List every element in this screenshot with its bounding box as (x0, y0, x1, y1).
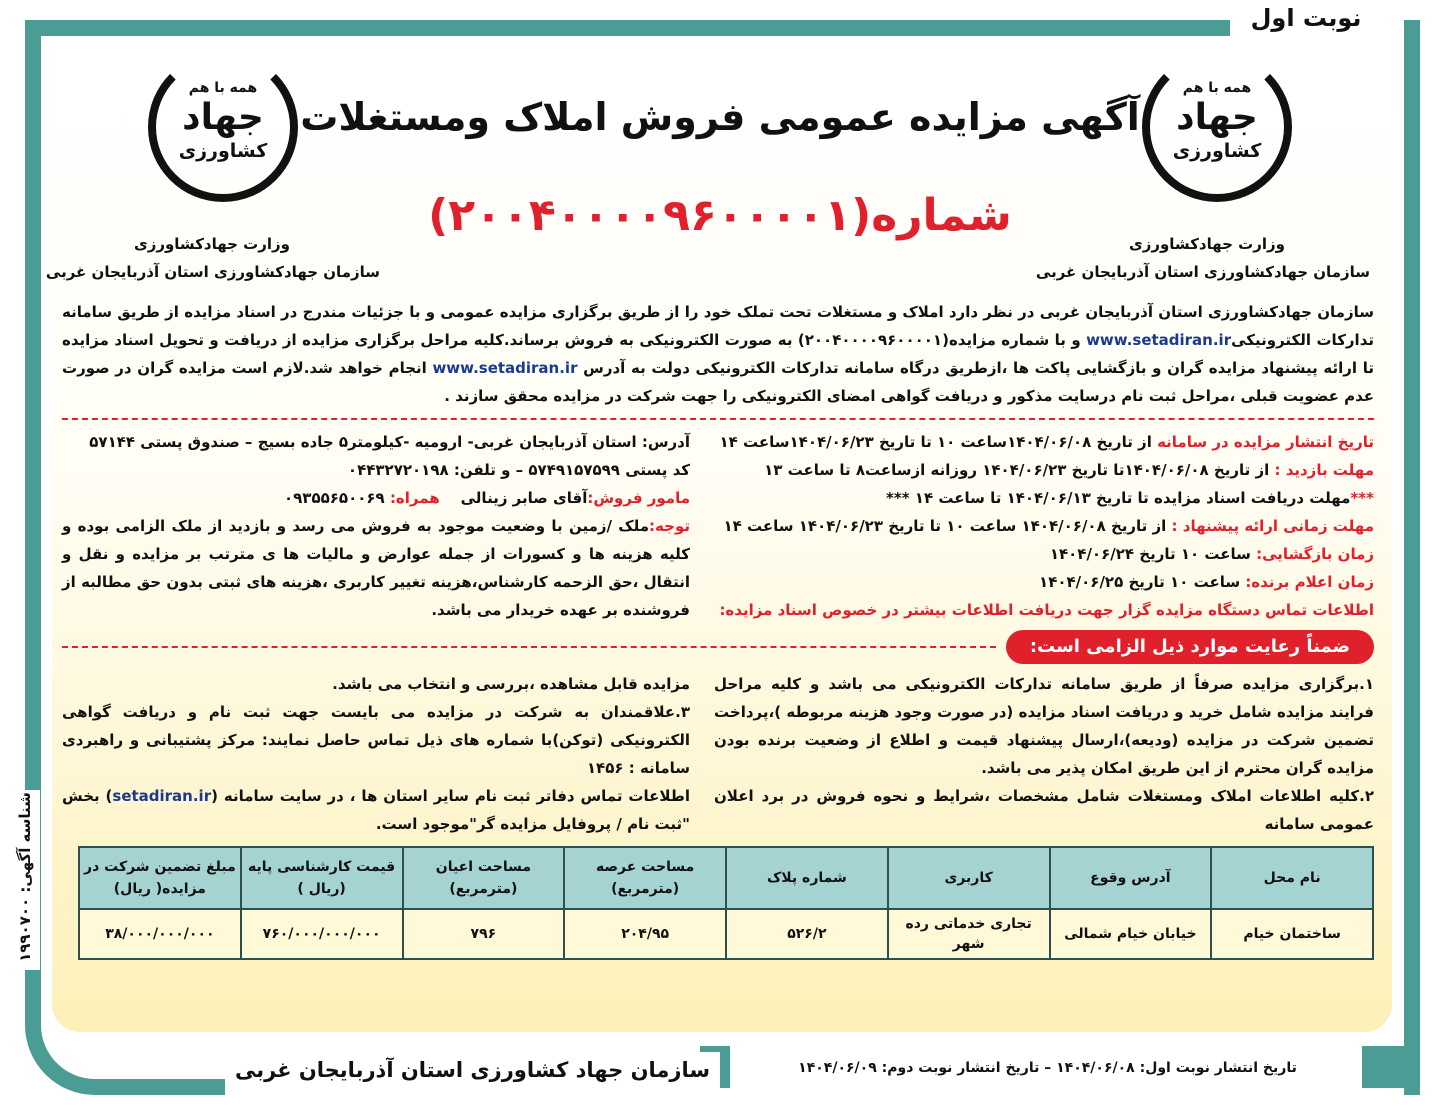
auction-number: شماره(۲۰۰۴۰۰۰۰۹۶۰۰۰۰۱) (428, 190, 1012, 241)
table-cell: ۳۸/۰۰۰/۰۰۰/۰۰۰ (79, 909, 241, 959)
table-cell: ساختمان خیام (1211, 909, 1373, 959)
schedule-label: مهلت بازدید : (1274, 461, 1374, 479)
org-name: سازمان جهادکشاورزی استان آذربایجان غربی (45, 263, 380, 281)
schedule-label: زمان بازگشایی: (1256, 545, 1374, 563)
schedule-label: *** (1350, 489, 1374, 507)
schedule-item (714, 428, 1374, 456)
contact-note (62, 512, 690, 624)
schedule-text: از تاریخ ۱۴۰۴/۰۶/۰۸تا تاریخ ۱۴۰۴/۰۶/۲۳ روزانه ازساعت۸ تا ساعت ۱۳ (764, 461, 1275, 479)
schedule-label: مهلت زمانی ارائه پیشنهاد : (1171, 517, 1374, 535)
rule-3-cont (62, 782, 690, 838)
intro-text: الکترونیکی (1231, 331, 1312, 349)
logo-motto: همه با هم (1182, 80, 1252, 96)
table-cell: ۲۰۴/۹۵ (564, 909, 726, 959)
setadiran-link[interactable]: setadiran.ir (112, 787, 212, 805)
table-row (79, 909, 1373, 959)
ministry-name: وزارت جهادکشاورزی (1128, 235, 1285, 253)
mobile-label: همراه: (389, 489, 440, 507)
schedule-label: زمان اعلام برنده: (1245, 573, 1374, 591)
agent-name: آقای صابر زینالی (460, 489, 588, 507)
mobile-number: ۰۹۳۵۵۶۵۰۰۶۹ (283, 489, 385, 507)
schedule-text: ساعت ۱۰ تاریخ ۱۴۰۴/۰۶/۲۵ (1039, 573, 1246, 591)
footer-dates: تاریخ انتشار نوبت اول: ۱۴۰۴/۰۶/۰۸ – تاریخ انتشار نوبت دوم: ۱۴۰۴/۰۶/۰۹ (798, 1060, 1297, 1076)
schedule-text: از تاریخ ۱۴۰۴/۰۶/۰۸ ساعت ۱۰ تا تاریخ ۱۴۰۴/۰۶/۲۳ ساعت ۱۴ (723, 517, 1172, 535)
schedule-item (714, 456, 1374, 484)
column-header: قیمت کارشناسی پایه (ریال ) (241, 847, 403, 909)
column-header: نام محل (1211, 847, 1373, 909)
rule-3: ۳.علاقمندان به شرکت در مزایده می بایست جهت ثبت نام و دریافت گواهی الکترونیکی (توکن)با شماره های ذیل تماس حاصل نمایند: مرکز پشتیبانی و راهبردی سامانه : ۱۴۵۶ (62, 703, 690, 777)
logo-sub: کشاورزی (178, 140, 268, 162)
schedule-text: مهلت دریافت اسناد مزایده تا تاریخ ۱۴۰۴/۰۶/۱۳ تا ساعت ۱۴ *** (886, 489, 1351, 507)
logo-name: جهاد (1176, 97, 1258, 138)
contact-section (62, 428, 690, 624)
rules-heading-row (62, 630, 1374, 664)
ad-body (62, 298, 1374, 960)
column-header: مساحت اعیان (مترمربع) (403, 847, 565, 909)
column-header: کاربری (888, 847, 1050, 909)
intro-paragraph (62, 298, 1374, 410)
intro-text: انجام خواهد شد.لازم است مزایده گران در صورت عدم عضویت قبلی ،مراحل ثبت نام درسایت مذکور و دریافت گواهی امضای الکترونیکی را جهت شرکت در مزایده محقق سازند . (62, 359, 1374, 405)
agent-label: مامور فروش: (587, 489, 690, 507)
schedule-item (714, 568, 1374, 596)
contact-agent (62, 484, 690, 512)
frame-border (25, 20, 1230, 36)
note-text: ملک /زمین با وضعیت موجود به فروش می رسد و بازدید از ملک الزامی بوده و کلیه هزینه ها و کسورات از جمله عوارض و مالیات ها ی مترتب بر مزایده و نقل و انتقال ،حق الزحمه کارشناس،هزینه تغییر کاربری ،هزینه های ثبتی بدون حق مطالبه از فروشنده بر عهده خریدار می باشد. (62, 517, 690, 619)
contact-postal: کد پستی ۵۷۴۹۱۵۷۵۹۹ – و تلفن: ۰۴۴۳۲۷۲۰۱۹۸ (347, 461, 690, 479)
contact-address: آدرس: استان آذربایجان غربی- ارومیه -کیلومتر۵ جاده بسیج – صندوق پستی ۵۷۱۴۴ (89, 433, 690, 451)
footer-org: سازمان جهاد کشاورزی استان آذربایجان غربی (225, 1052, 720, 1092)
rule-2: ۲.کلیه اطلاعات املاک ومستغلات شامل مشخصات ،شرایط و نحوه فروش در برد اعلان عمومی سامانه (714, 787, 1374, 833)
logo-motto: همه با هم (188, 80, 258, 96)
setadiran-link[interactable]: www.setadiran.ir (1086, 331, 1232, 349)
table-cell: تجاری خدماتی رده شهر (888, 909, 1050, 959)
frame-border (1404, 20, 1420, 1095)
rules-heading: ضمناً رعایت موارد ذیل الزامی است: (1006, 630, 1374, 664)
schedule-item (714, 484, 1374, 512)
logo-sub: کشاورزی (1172, 140, 1262, 162)
property-table (78, 846, 1374, 960)
column-header: آدرس وقوع (1050, 847, 1212, 909)
schedule-text: ساعت ۱۰ تاریخ ۱۴۰۴/۰۶/۲۴ (1049, 545, 1257, 563)
setadiran-link[interactable]: www.setadiran.ir (432, 359, 578, 377)
ministry-name: وزارت جهادکشاورزی (133, 235, 290, 253)
schedule-item (714, 512, 1374, 540)
footer-bar (1362, 1046, 1410, 1088)
column-header: شماره پلاک (726, 847, 888, 909)
table-header-row (79, 847, 1373, 909)
ad-id-label (10, 790, 40, 970)
rules-right (714, 670, 1374, 838)
table-cell: ۷۶۰/۰۰۰/۰۰۰/۰۰۰ (241, 909, 403, 959)
round-label: نوبت اول (1236, 4, 1376, 32)
intro-text: و با شماره مزایده(۲۰۰۴۰۰۰۰۹۶۰۰۰۰۱) به صورت الکترونیکی به فروش برساند.کلیه مراحل برگزاری مزایده از دریافت و تحویل اسناد مزایده تا ارائه پیشنهاد مزایده گران و بازگشایی پاکت ها ،ازطریق درگاه سامانه تدارکات الکترونیکی دولت به آدرس (62, 331, 1374, 377)
divider (62, 418, 1374, 420)
info-columns (62, 428, 1374, 624)
column-header: مساحت عرصه (مترمربع) (564, 847, 726, 909)
intro-text: سازمان جهادکشاورزی استان آذربایجان غربی در نظر دارد املاک و مستغلات تحت تملک خود را از طریق برگزاری مزایده عمومی و با جزئیات مندرج در اسناد مزایده از طریق سامانه تدارکات (62, 303, 1374, 349)
ad-id: شناسه آگهی: ۱۹۹۰۷۰۰ (16, 792, 34, 962)
table-cell: ۵۲۶/۲ (726, 909, 888, 959)
logo-name: جهاد (182, 97, 264, 138)
schedule-section (714, 428, 1374, 624)
rule-1: ۱.برگزاری مزایده صرفاً از طریق سامانه تدارکات الکترونیکی می باشد و کلیه مراحل فرایند مزایده شامل خرید و دریافت اسناد مزایده (در صورت وجود هزینه مربوطه )،پرداخت تضمین شرکت در مزایده (ودیعه)،ارسال پیشنهاد قیمت و اطلاع از وضعیت برنده بودن مزایده گران محترم از این طریق امکان پذیر می باشد. (714, 675, 1374, 777)
table-cell: خیابان خیام شمالی (1050, 909, 1212, 959)
page-title: آگهی مزایده عمومی فروش املاک ومستغلات (300, 95, 1140, 139)
org-name: سازمان جهادکشاورزی استان آذربایجان غربی (1035, 263, 1370, 281)
rule-2-cont: مزایده قابل مشاهده ،بررسی و انتخاب می باشد. (332, 675, 690, 693)
rules-columns (62, 670, 1374, 838)
schedule-item (714, 540, 1374, 568)
column-header: مبلغ تضمین شرکت در مزایده( ریال) (79, 847, 241, 909)
contact-heading: اطلاعات تماس دستگاه مزایده گزار جهت دریافت اطلاعات بیشتر در خصوص اسناد مزایده: (719, 601, 1374, 619)
rules-left (62, 670, 690, 838)
note-label: توجه: (649, 517, 690, 535)
table-cell: ۷۹۶ (403, 909, 565, 959)
jahad-logo-left (148, 52, 298, 202)
jahad-logo-right (1142, 52, 1292, 202)
schedule-label: تاریخ انتشار مزایده در سامانه (1157, 433, 1374, 451)
divider (62, 646, 996, 648)
rule-text: ) بخش "ثبت نام / پروفایل مزایده گر"موجود است. (62, 787, 690, 833)
rule-text: اطلاعات تماس دفاتر ثبت نام سایر استان ها ، در سایت سامانه ( (211, 787, 690, 805)
org-caption-right (1035, 230, 1370, 286)
schedule-text: از تاریخ ۱۴۰۴/۰۶/۰۸ساعت ۱۰ تا تاریخ ۱۴۰۴/۰۶/۲۳ساعت ۱۴ (719, 433, 1158, 451)
org-caption-left (40, 230, 380, 286)
